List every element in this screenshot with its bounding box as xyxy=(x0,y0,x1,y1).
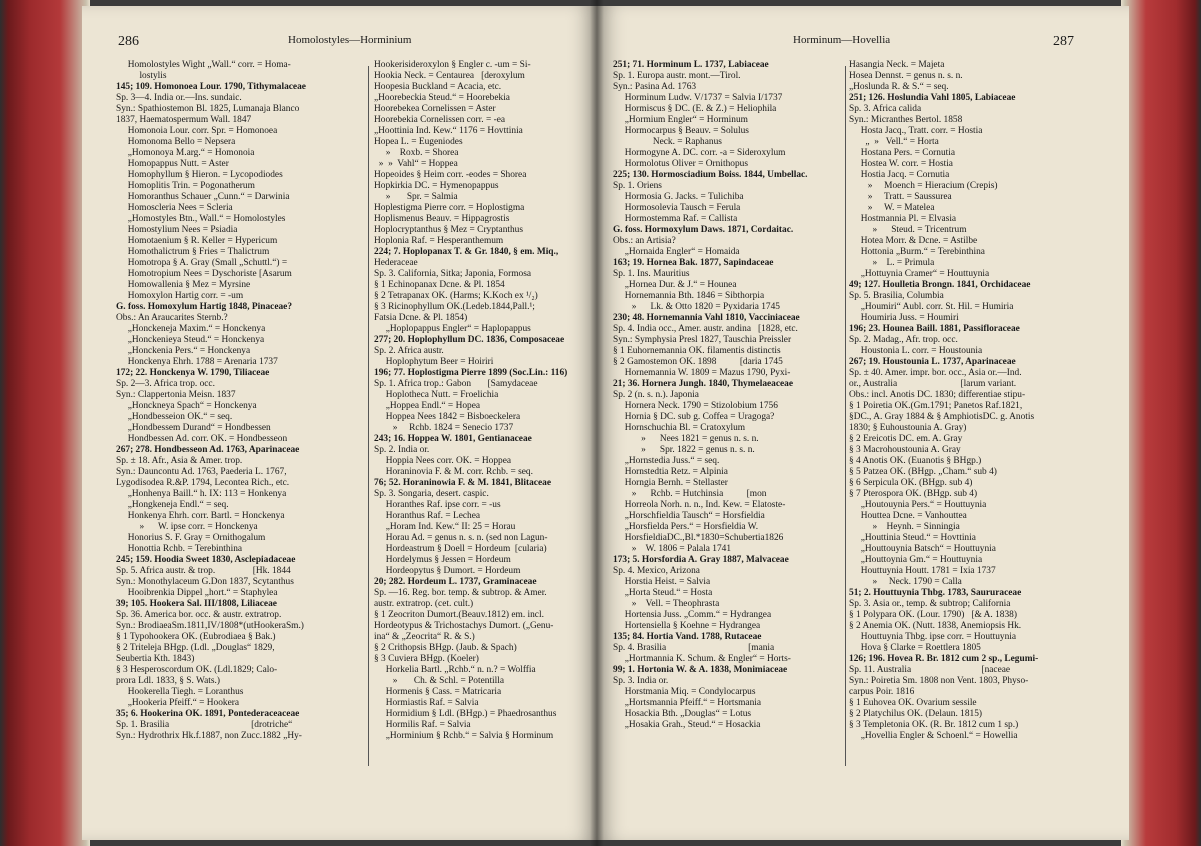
entry-line: 20; 282. Hordeum L. 1737, Graminaceae xyxy=(374,577,537,587)
entry-line: Hoplismenus Beauv. = Hippagrostis xyxy=(374,214,510,224)
entry-line: Hopkirkia DC. = Hymenopappus xyxy=(374,181,499,191)
entry-line: Hondbessen Ad. corr. OK. = Hondbesseon xyxy=(116,434,288,444)
entry-line: „Hondbesseion OK.“ = seq. xyxy=(116,412,233,422)
entry-line: Hornstedtia Retz. = Alpinia xyxy=(613,467,728,477)
entry-line: 267; 19. Houstounia L. 1737, Aparinaceae xyxy=(849,357,1016,367)
entry-line: Hornemannia Bth. 1846 = Sibthorpia xyxy=(613,291,765,301)
entry-line: „Hoorebeckia Steud.“ = Hoorebekia xyxy=(374,93,510,103)
entry-line: Sp. ± 18. Afr., Asia & Amer. trop. xyxy=(116,456,243,466)
entry-line: Hormidium § Ldl. (BHgp.) = Phaedrosanthus xyxy=(374,709,557,719)
entry-line: » Spr. 1822 = genus n. s. n. xyxy=(613,445,755,455)
entry-line: „Horsfielda Pers.“ = Horsfieldia W. xyxy=(613,522,759,532)
entry-line: „Hortmannia K. Schum. & Engler“ = Horts- xyxy=(613,654,791,664)
entry-line: § 3 Cuviera BHgp. (Koeler) xyxy=(374,654,479,664)
entry-line: Homoranthus Schauer „Cunn.“ = Darwinia xyxy=(116,192,290,202)
entry-line: Sp. 3. California, Sitka; Japonia, Formosa xyxy=(374,269,532,279)
entry-line: Sp. 1. Brasilia [drotriche“ xyxy=(116,720,293,730)
entry-line: § 1 Euhornemannia OK. filamentis distinctis xyxy=(613,346,781,356)
entry-line: Sp. —16. Reg. bor. temp. & subtrop. & Amer. xyxy=(374,588,547,598)
entry-line: „Hoppea Endl.“ = Hopea xyxy=(374,401,481,411)
entry-line: Syn.: Micranthes Bertol. 1858 xyxy=(849,115,963,125)
entry-line: „Houttinia Steud.“ = Hovttinia xyxy=(849,533,976,543)
entry-line: G. foss. Homoxylum Hartig 1848, Pinaceae? xyxy=(116,302,293,312)
entry-line: 225; 130. Hormosciadium Boiss. 1844, Umbellac. xyxy=(613,170,808,180)
entry-line: Hoopesia Buckland = Acacia, etc. xyxy=(374,82,502,92)
entry-line: » Roxb. = Shorea xyxy=(374,148,459,158)
entry-line: „Hortsmannia Pfeiff.“ = Hortsmania xyxy=(613,698,762,708)
entry-line: Sp. 4. Brasilia [mania xyxy=(613,643,775,653)
entry-line: § 3 Macrohoustounia A. Gray xyxy=(849,445,961,455)
entry-line: Homotropa § A. Gray (Small „Schuttl.“) = xyxy=(116,258,288,268)
entry-line: » Lk. & Otto 1820 = Pyxidaria 1745 xyxy=(613,302,780,312)
entry-line: 245; 159. Hoodia Sweet 1830, Asclepiadaceae xyxy=(116,555,296,565)
entry-line: § 1 Typohookera OK. (Eubrodiaea § Bak.) xyxy=(116,632,276,642)
entry-line: Honkenya Ehrh. corr. Bartl. = Honckenya xyxy=(116,511,285,521)
entry-line: Syn.: Dauncontu Ad. 1763, Paederia L. 1767, xyxy=(116,467,287,477)
entry-line: 126; 196. Hovea R. Br. 1812 cum 2 sp., Legumi- xyxy=(849,654,1039,664)
entry-line: Fatsia Dcne. & Pl. 1854) xyxy=(374,313,468,323)
entry-line: § 6 Serpicula OK. (BHgp. sub 4) xyxy=(849,478,973,488)
entry-line: 1837, Haematospermum Wall. 1847 xyxy=(116,115,252,125)
entry-line: Hordeotypus & Trichostachys Dumort. („Genu- xyxy=(374,621,554,631)
entry-line: § 7 Pterospora OK. (BHgp. sub 4) xyxy=(849,489,978,499)
entry-line: „Horta Steud.“ = Hosta xyxy=(613,588,713,598)
entry-line: Syn.: Poiretia Sm. 1808 non Vent. 1803, Physo- xyxy=(849,676,1029,686)
entry-line: Sp. ± 40. Amer. impr. bor. occ., Asia or.—Ind. xyxy=(849,368,1022,378)
entry-line: „Houttouynia Batsch“ = Houttuynia xyxy=(849,544,996,554)
entry-line: 243; 16. Hoppea W. 1801, Gentianaceae xyxy=(374,434,532,444)
entry-line: § 5 Patzea OK. (BHgp. „Cham.“ sub 4) xyxy=(849,467,997,477)
column-divider xyxy=(368,66,369,766)
entry-line: § 2 Anemia OK. (Nutt. 1838, Anemiopsis Hk. xyxy=(849,621,1022,631)
entry-line: §DC., A. Gray 1884 & § AmphiotisDC. g. Anotis xyxy=(849,412,1035,422)
entry-line: Honckenya Ehrh. 1788 = Arenaria 1737 xyxy=(116,357,278,367)
entry-line: carpus Poir. 1816 xyxy=(849,687,915,697)
entry-line: „Hondbessem Durand“ = Hondbessen xyxy=(116,423,271,433)
right-page xyxy=(597,6,1129,840)
entry-line: § 4 Anotis OK. (Euanotis § BHgp.) xyxy=(849,456,982,466)
entry-line: „Hornea Dur. & J.“ = Hounea xyxy=(613,280,737,290)
entry-line: Syn.: Clappertonia Meisn. 1837 xyxy=(116,390,236,400)
entry-line: Hoplocryptanthus § Mez = Cryptanthus xyxy=(374,225,524,235)
entry-line: „Houttoynia Gm.“ = Houttuynia xyxy=(849,555,983,565)
entry-line: Hormiscus § DC. (E. & Z.) = Heliophila xyxy=(613,104,777,114)
book-edge-left xyxy=(0,0,90,846)
entry-line: § 1 Zeocriton Dumort.(Beauv.1812) em. incl. xyxy=(374,610,544,620)
left-page xyxy=(82,6,597,840)
entry-line: Horanthes Raf. ipse corr. = -us xyxy=(374,500,501,510)
entry-line: Hopea L. = Eugeniodes xyxy=(374,137,463,147)
entry-line: Hormogyne A. DC. corr. -a = Sideroxylum xyxy=(613,148,786,158)
entry-line: Hosackia Bth. „Douglas“ = Lotus xyxy=(613,709,752,719)
entry-line: Obs.: An Araucarites Sternb.? xyxy=(116,313,228,323)
entry-line: Hormiastis Raf. = Salvia xyxy=(374,698,479,708)
entry-line: Obs.: incl. Anotis DC. 1830; differentiae stipu- xyxy=(849,390,1026,400)
entry-line: Horkelia Bartl. „Rchb.“ n. n.? = Wolffia xyxy=(374,665,536,675)
entry-line: » W. 1806 = Palala 1741 xyxy=(613,544,732,554)
book-gutter xyxy=(590,0,604,846)
entry-line: Hoplotheca Nutt. = Froelichia xyxy=(374,390,499,400)
entry-line: „Horminium § Rchb.“ = Salvia § Horminum xyxy=(374,731,554,741)
entry-line: Hormosolevia Tausch = Ferula xyxy=(613,203,741,213)
entry-line: „Hongkeneja Endl.“ = seq. xyxy=(116,500,229,510)
entry-line: » W. ipse corr. = Honckenya xyxy=(116,522,258,532)
entry-line: Hornia § DC. sub g. Coffea = Uragoga? xyxy=(613,412,775,422)
entry-line: § 1 Euhovea OK. Ovarium sessile xyxy=(849,698,977,708)
entry-line: Houmiria Juss. = Houmiri xyxy=(849,313,959,323)
entry-line: § 2 Tetrapanax OK. (Harms; K.Koch ex ¹/₂) xyxy=(374,291,538,301)
entry-line: Homophyllum § Hieron. = Lycopodiodes xyxy=(116,170,283,180)
entry-line: Sp. 2 (n. s. n.). Japonia xyxy=(613,390,699,400)
entry-line: 277; 20. Hoplophyllum DC. 1836, Composaceae xyxy=(374,335,565,345)
entry-line: Homoxylon Hartig corr. = -um xyxy=(116,291,244,301)
entry-line: Hooibrenkia Dippel „hort.“ = Staphylea xyxy=(116,588,278,598)
entry-line: Hormolotus Oliver = Ornithopus xyxy=(613,159,748,169)
entry-line: § 2 Crithopsis BHgp. (Jaub. & Spach) xyxy=(374,643,517,653)
entry-line: „Hookeria Pfeiff.“ = Hookera xyxy=(116,698,240,708)
entry-line: „Hoplopappus Engler“ = Haplopappus xyxy=(374,324,531,334)
entry-line: Homowallenia § Mez = Myrsine xyxy=(116,280,251,290)
entry-line: Horstia Heist. = Salvia xyxy=(613,577,711,587)
entry-line: Hottonia „Burm.“ = Terebinthina xyxy=(849,247,985,257)
entry-line: Horminum Ludw. V/1737 = Salvia I/1737 xyxy=(613,93,783,103)
entry-line: » L. = Primula xyxy=(849,258,935,268)
book-edge-right xyxy=(1121,0,1201,846)
entry-line: Sp. 2. India or. xyxy=(374,445,430,455)
entry-line: Hortensia Juss. „Comm.“ = Hydrangea xyxy=(613,610,772,620)
entry-line: „Honckenieya Steud.“ = Honckenya xyxy=(116,335,265,345)
entry-line: Hornera Neck. 1790 = Stizolobium 1756 xyxy=(613,401,778,411)
entry-line: Sp. 36. America bor. occ. & austr. extratrop. xyxy=(116,610,282,620)
entry-line: „Honckenia Pers.“ = Honckenya xyxy=(116,346,251,356)
entry-line: Syn.: Spathiostemon Bl. 1825, Lumanaja Blanco xyxy=(116,104,300,114)
entry-line: Sp. 4. Mexico, Arizona xyxy=(613,566,700,576)
entry-line: Hostia Jacq. = Cornutia xyxy=(849,170,950,180)
entry-line: „ » Vell.“ = Horta xyxy=(849,137,939,147)
entry-line: Hormenis § Cass. = Matricaria xyxy=(374,687,502,697)
entry-line: Hornemannia W. 1809 = Mazus 1790, Pyxi- xyxy=(613,368,791,378)
entry-line: „Hosakia Grah., Steud.“ = Hosackia xyxy=(613,720,761,730)
entry-line: Hoplonia Raf. = Hesperanthemum xyxy=(374,236,504,246)
entry-line: » Moench = Hieracium (Crepis) xyxy=(849,181,998,191)
entry-line: 1830; § Euhoustounia A. Gray) xyxy=(849,423,967,433)
entry-line: „Horschfieldia Tausch“ = Horsfieldia xyxy=(613,511,765,521)
entry-line: Hookerisideroxylon § Engler c. -um = Si- xyxy=(374,60,531,70)
entry-line: 35; 6. Hookerina OK. 1891, Pontederaceaceae xyxy=(116,709,300,719)
entry-line: Sp. 2. Madag., Afr. trop. occ. xyxy=(849,335,958,345)
entry-line: Sp. 1. Ins. Mauritius xyxy=(613,269,690,279)
entry-line: Sp. 5. Brasilia, Columbia xyxy=(849,291,944,301)
entry-line: „Homonoya M.arg.“ = Homonoia xyxy=(116,148,255,158)
entry-line: Hoorebekia Cornelissen corr. = -ea xyxy=(374,115,506,125)
entry-line: Sp. 3—4. India or.—Ins. sundaic. xyxy=(116,93,242,103)
entry-line: Homopappus Nutt. = Aster xyxy=(116,159,229,169)
entry-line: ina“ & „Zeocrita“ R. & S.) xyxy=(374,632,475,642)
right-column-1 xyxy=(613,60,841,731)
entry-line: „Horam Ind. Kew.“ II: 25 = Horau xyxy=(374,522,516,532)
entry-line: § 3 Ricinophyllum OK.(Ledeb.1844,Pall.¹; xyxy=(374,302,535,312)
entry-line: Homothalictrum § Fries = Thalictrum xyxy=(116,247,270,257)
entry-line: Houttuynia Houtt. 1781 = Ixia 1737 xyxy=(849,566,996,576)
entry-line: Horanthus Raf. = Lechea xyxy=(374,511,481,521)
entry-line: Houttea Dcne. = Vanhouttea xyxy=(849,511,967,521)
entry-line: 224; 7. Hoplopanax T. & Gr. 1840, § em. Miq., xyxy=(374,247,559,257)
entry-line: Sp. 11. Australia [naceae xyxy=(849,665,1011,675)
entry-line: Horreola Norh. n. n., Ind. Kew. = Elatoste- xyxy=(613,500,786,510)
entry-line: 76; 52. Horaninowia F. & M. 1841, Blitaceae xyxy=(374,478,551,488)
entry-line: Sp. 4. India occ., Amer. austr. andina [1828, etc. xyxy=(613,324,798,334)
entry-line: Syn.: Monothylaceum G.Don 1837, Scytanthus xyxy=(116,577,294,587)
right-page-number: 287 xyxy=(1053,34,1074,49)
entry-line: „Honckneya Spach“ = Honckenya xyxy=(116,401,257,411)
entry-line: 51; 2. Houttuynia Thbg. 1783, Saururaceae xyxy=(849,588,1022,598)
entry-line: Hormostemma Raf. = Callista xyxy=(613,214,738,224)
entry-line: „Honckeneja Maxim.“ = Honckenya xyxy=(116,324,266,334)
entry-line: Hopeoides § Heim corr. -eodes = Shorea xyxy=(374,170,527,180)
entry-line: » Steud. = Tricentrum xyxy=(849,225,967,235)
entry-line: „Hormium Engler“ = Horminum xyxy=(613,115,748,125)
entry-line: „Houmiri“ Aubl. corr. St. Hil. = Humiria xyxy=(849,302,1014,312)
entry-line: Neck. = Raphanus xyxy=(613,137,722,147)
entry-line: Homotropium Nees = Dyschoriste [Asarum xyxy=(116,269,292,279)
entry-line: » Tratt. = Saussurea xyxy=(849,192,952,202)
entry-line: Honottia Rchb. = Terebinthina xyxy=(116,544,243,554)
entry-line: Hoppea Nees 1842 = Bisboeckelera xyxy=(374,412,521,422)
entry-line: 145; 109. Homonoea Lour. 1790, Tithymalaceae xyxy=(116,82,306,92)
entry-line: 196; 23. Hounea Baill. 1881, Passifloraceae xyxy=(849,324,1020,334)
entry-line: Sp. 3. Africa calida xyxy=(849,104,922,114)
entry-line: Hoorebekea Cornelissen = Aster xyxy=(374,104,496,114)
entry-line: § 1 Polypara OK. (Lour. 1790) [& A. 1838) xyxy=(849,610,1017,620)
left-page-number: 286 xyxy=(118,34,139,49)
entry-line: 251; 126. Hoslundia Vahl 1805, Labiaceae xyxy=(849,93,1016,103)
entry-line: Hostana Pers. = Cornutia xyxy=(849,148,956,158)
entry-line: „Houtouynia Pers.“ = Houttuynia xyxy=(849,500,987,510)
entry-line: Homonoma Bello = Nepsera xyxy=(116,137,236,147)
left-column-1 xyxy=(116,60,364,742)
entry-line: Hordeopytus § Dumort. = Hordeum xyxy=(374,566,521,576)
entry-line: Hormosia G. Jacks. = Tulichiba xyxy=(613,192,744,202)
entry-line: Sp. 5. Africa austr. & trop. [Hk. 1844 xyxy=(116,566,291,576)
entry-line: Homotaenium § R. Keller = Hypericum xyxy=(116,236,278,246)
entry-line: 49; 127. Houlletia Brongn. 1841, Orchidaceae xyxy=(849,280,1031,290)
entry-line: 172; 22. Honckenya W. 1790, Tiliaceae xyxy=(116,368,270,378)
entry-line: or., Australia [larum variant. xyxy=(849,379,1017,389)
entry-line: „Homostyles Btn., Wall.“ = Homolostyles xyxy=(116,214,286,224)
right-column-2 xyxy=(849,60,1107,742)
entry-line: Obs.: an Artisia? xyxy=(613,236,676,246)
entry-line: § 3 Hesperoscordum OK. (Ldl.1829; Calo- xyxy=(116,665,278,675)
entry-line: § 3 Templetonia OK. (R. Br. 1812 cum 1 sp.) xyxy=(849,720,1019,730)
entry-line: „Hoslunda R. & S.“ = seq. xyxy=(849,82,949,92)
entry-line: Hova § Clarke = Roettlera 1805 xyxy=(849,643,981,653)
entry-line: » Rchb. = Hutchinsia [mon xyxy=(613,489,767,499)
entry-line: § 1 Poiretia OK.(Gm.1791; Panetos Raf.1821, xyxy=(849,401,1023,411)
entry-line: Sp. 3. Songaria, desert. caspic. xyxy=(374,489,489,499)
entry-line: Syn.: BrodiaeaSm.1811,IV/1808*(utHookeraSm.) xyxy=(116,621,304,631)
entry-line: » Vell. = Theophrasta xyxy=(613,599,720,609)
entry-line: 267; 278. Hondbesseon Ad. 1763, Aparinaceae xyxy=(116,445,300,455)
entry-line: Hoppia Nees corr. OK. = Hoppea xyxy=(374,456,512,466)
entry-line: „Hoottinia Ind. Kew.“ 1176 = Hovttinia xyxy=(374,126,523,136)
entry-line: § 1 Echinopanax Dcne. & Pl. 1854 xyxy=(374,280,505,290)
entry-line: 39; 105. Hookera Sal. III/1808, Liliaceae xyxy=(116,599,277,609)
entry-line: » Nees 1821 = genus n. s. n. xyxy=(613,434,759,444)
entry-line: „Hovellia Engler & Schoenl.“ = Howellia xyxy=(849,731,1018,741)
entry-line: § 2 Triteleja BHgp. (Ldl. „Douglas“ 1829, xyxy=(116,643,275,653)
entry-line: Sp. 1. Oriens xyxy=(613,181,662,191)
entry-line: » Spr. = Salmia xyxy=(374,192,458,202)
entry-line: Hoplestigma Pierre corr. = Hoplostigma xyxy=(374,203,525,213)
entry-line: Hederaceae xyxy=(374,258,418,268)
column-divider xyxy=(845,66,846,766)
entry-line: Hosta Jacq., Tratt. corr. = Hostia xyxy=(849,126,983,136)
entry-line: Sp. 3. Asia or., temp. & subtrop; California xyxy=(849,599,1011,609)
entry-line: Sp. 1. Africa trop.: Gabon [Samydaceae xyxy=(374,379,538,389)
entry-line: Lygodisodea R.&P. 1794, Lecontea Rich., etc. xyxy=(116,478,290,488)
entry-line: Houttuynia Thbg. ipse corr. = Houttuynia xyxy=(849,632,1017,642)
entry-line: lostylis xyxy=(116,71,167,81)
entry-line: Horaninovia F. & M. corr. Rchb. = seq. xyxy=(374,467,533,477)
entry-line: Hookia Neck. = Centaurea [deroxylum xyxy=(374,71,525,81)
entry-line: Horau Ad. = genus n. s. n. (sed non Lagun- xyxy=(374,533,548,543)
entry-line: Homolostyles Wight „Wall.“ corr. = Homa- xyxy=(116,60,291,70)
entry-line: „Honhenya Baill.“ h. IX: 113 = Honkenya xyxy=(116,489,287,499)
entry-line: „Hornstedia Juss.“ = seq. xyxy=(613,456,720,466)
entry-line: Sp. 3. India or. xyxy=(613,676,669,686)
entry-line: Horngia Bernh. = Stellaster xyxy=(613,478,728,488)
entry-line: Homostylium Nees = Psiadia xyxy=(116,225,238,235)
entry-line: Houstonia L. corr. = Houstounia xyxy=(849,346,983,356)
entry-line: Sp. 2. Africa austr. xyxy=(374,346,444,356)
entry-line: „Hottuynia Cramer“ = Houttuynia xyxy=(849,269,990,279)
entry-line: Hortensiella § Koehne = Hydrangea xyxy=(613,621,761,631)
entry-line: Hoplophytum Beer = Hoiriri xyxy=(374,357,494,367)
entry-line: Hostmannia Pl. = Elvasia xyxy=(849,214,957,224)
right-running-head: Horminum—Hovellia xyxy=(793,34,891,46)
entry-line: Honorius S. F. Gray = Ornithogalum xyxy=(116,533,266,543)
entry-line: Hosea Dennst. = genus n. s. n. xyxy=(849,71,963,81)
entry-line: 230; 48. Hornemannia Vahl 1810, Vacciniaceae xyxy=(613,313,800,323)
entry-line: Horstmania Miq. = Condylocarpus xyxy=(613,687,756,697)
entry-line: § 2 Platychilus OK. (Delaun. 1815) xyxy=(849,709,983,719)
entry-line: Hormilis Raf. = Salvia xyxy=(374,720,471,730)
entry-line: 163; 19. Hornea Bak. 1877, Sapindaceae xyxy=(613,258,774,268)
entry-line: 135; 84. Hortia Vand. 1788, Rutaceae xyxy=(613,632,762,642)
entry-line: Hordeastrum § Doell = Hordeum [cularia) xyxy=(374,544,547,554)
entry-line: Sp. 1. Europa austr. mont.—Tirol. xyxy=(613,71,741,81)
entry-line: Sp. 2—3. Africa trop. occ. xyxy=(116,379,215,389)
entry-line: Hornschuchia Bl. = Cratoxylum xyxy=(613,423,746,433)
entry-line: HorsfieldiaDC.,Bl.*1830=Schubertia1826 xyxy=(613,533,784,543)
entry-line: Homoscleria Nees = Scleria xyxy=(116,203,233,213)
entry-line: Syn.: Pasina Ad. 1763 xyxy=(613,82,697,92)
entry-line: Hotea Morr. & Dcne. = Astilbe xyxy=(849,236,978,246)
entry-line: Hookerella Tiegh. = Loranthus xyxy=(116,687,244,697)
entry-line: § 2 Ereicotis DC. em. A. Gray xyxy=(849,434,963,444)
entry-line: austr. extratrop. (cet. cult.) xyxy=(374,599,474,609)
left-running-head: Homolostyles—Horminium xyxy=(288,34,412,46)
entry-line: » Rchb. 1824 = Senecio 1737 xyxy=(374,423,514,433)
entry-line: Syn.: Hydrothrix Hk.f.1887, non Zucc.1882 „Hy- xyxy=(116,731,302,741)
entry-line: 21; 36. Hornera Jungh. 1840, Thymelaeaceae xyxy=(613,379,794,389)
entry-line: G. foss. Hormoxylum Daws. 1871, Cordaitac. xyxy=(613,225,794,235)
entry-line: 196; 77. Hoplostigma Pierre 1899 (Soc.Lin.: 116) xyxy=(374,368,568,378)
entry-line: 99; 1. Hortonia W. & A. 1838, Monimiaceae xyxy=(613,665,788,675)
entry-line: » W. = Matelea xyxy=(849,203,935,213)
left-column-2 xyxy=(374,60,582,742)
entry-line: 251; 71. Horminum L. 1737, Labiaceae xyxy=(613,60,769,70)
entry-line: Hordelymus § Jessen = Hordeum xyxy=(374,555,511,565)
entry-line: » Ch. & Schl. = Potentilla xyxy=(374,676,505,686)
entry-line: Seubertia Kth. 1843) xyxy=(116,654,195,664)
entry-line: prora Ldl. 1833, § S. Wats.) xyxy=(116,676,221,686)
entry-line: Homoplitis Trin. = Pogonatherum xyxy=(116,181,255,191)
entry-line: Syn.: Symphysia Presl 1827, Tauschia Preissler xyxy=(613,335,792,345)
entry-line: » » Vahl“ = Hoppea xyxy=(374,159,458,169)
entry-line: „Hornaida Engler“ = Homaida xyxy=(613,247,740,257)
entry-line: 173; 5. Horsfordia A. Gray 1887, Malvaceae xyxy=(613,555,789,565)
entry-line: § 2 Gamostemon OK. 1898 [daria 1745 xyxy=(613,357,783,367)
entry-line: Hostea W. corr. = Hostia xyxy=(849,159,953,169)
entry-line: Hasangia Neck. = Majeta xyxy=(849,60,945,70)
entry-line: » Heynh. = Sinningia xyxy=(849,522,960,532)
entry-line: Hormocarpus § Beauv. = Solulus xyxy=(613,126,749,136)
entry-line: » Neck. 1790 = Calla xyxy=(849,577,962,587)
entry-line: Homonoia Lour. corr. Spr. = Homonoea xyxy=(116,126,278,136)
